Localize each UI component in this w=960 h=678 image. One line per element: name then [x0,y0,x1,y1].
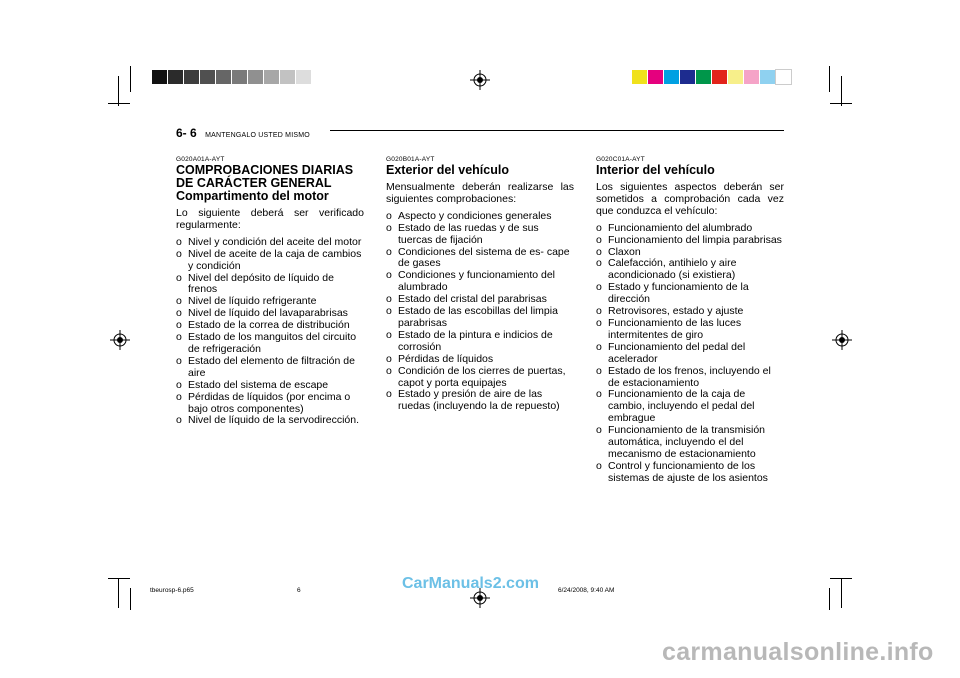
list-item: o Claxon [596,247,784,259]
section-heading-line: Exterior del vehículo [386,163,509,177]
list-item: o Condición de los cierres de puertas, capot y porta equipajes [386,366,574,390]
section-heading-line: COMPROBACIONES DIARIAS [176,163,354,177]
checklist [386,211,574,413]
list-item: o Funcionamiento del pedal del acelerador [596,342,784,366]
column-vehicle-exterior [386,156,574,413]
list-item: o Estado del sistema de escape [176,380,364,392]
list-item: o Funcionamiento de las luces intermitentes de giro [596,318,784,342]
list-item: o Estado de los frenos, incluyendo el de estacionamiento [596,366,784,390]
list-item: o Nivel de líquido de la servodirección. [176,415,364,427]
calibration-swatch [696,70,711,84]
list-item: o Estado de las escobillas del limpia parabrisas [386,306,574,330]
checklist [176,237,364,428]
registration-target-icon [470,70,490,90]
list-item: o Funcionamiento de la caja de cambio, incluyendo el pedal del embrague [596,389,784,425]
calibration-swatch [232,70,247,84]
list-item: o Nivel de aceite de la caja de cambios y condición [176,249,364,273]
checklist [596,223,784,485]
section-heading [596,164,784,177]
calibration-swatch [200,70,215,84]
calibration-swatch [184,70,199,84]
calibration-swatch [776,70,791,84]
list-item: o Calefacción, antihielo y aire acondicionado (si existiera) [596,258,784,282]
calibration-swatch [744,70,759,84]
calibration-swatch [152,70,167,84]
calibration-swatch [296,70,311,84]
section-heading [386,164,574,177]
list-item: o Aspecto y condiciones generales [386,211,574,223]
calibration-swatch [680,70,695,84]
list-item: o Funcionamiento del limpia parabrisas [596,235,784,247]
list-item: o Condiciones del sistema de es- cape de gases [386,247,574,271]
list-item: o Retrovisores, estado y ajuste [596,306,784,318]
section-heading [176,164,364,203]
calibration-swatch [712,70,727,84]
footer-date: 6/24/2008, 9:40 AM [558,587,615,594]
list-item: o Estado y presión de aire de las ruedas (incluyendo la de repuesto) [386,389,574,413]
calibration-swatch [648,70,663,84]
registration-target-icon [832,330,852,350]
calibration-swatch [248,70,263,84]
list-item: o Pérdidas de líquidos (por encima o bajo otros componentes) [176,392,364,416]
section-code: G020C01A-AYT [596,156,645,163]
list-item: o Estado de las ruedas y de sus tuercas de fijación [386,223,574,247]
section-heading-line: Compartimento del motor [176,189,329,203]
list-item: o Estado de la pintura e indicios de corrosión [386,330,574,354]
section-code: G020A01A-AYT [176,156,225,163]
list-item: o Nivel y condición del aceite del motor [176,237,364,249]
list-item: o Funcionamiento de la transmisión automática, incluyendo el del mecanismo de estacionamiento [596,425,784,461]
footer-file: tbeurosp-6.p65 [150,587,194,594]
list-item: o Funcionamiento del alumbrado [596,223,784,235]
list-item: o Nivel de líquido refrigerante [176,296,364,308]
section-title: MANTENGALO USTED MISMO [205,132,310,139]
calibration-swatch [664,70,679,84]
list-item: o Nivel de líquido del lavaparabrisas [176,308,364,320]
calibration-swatch [168,70,183,84]
page-header [176,124,310,142]
section-code: G020B01A-AYT [386,156,435,163]
list-item: o Estado de los manguitos del circuito de refrigeración [176,332,364,356]
column-engine-compartment [176,156,364,427]
calibration-swatch [264,70,279,84]
calibration-swatch [280,70,295,84]
list-item: o Nivel del depósito de líquido de frenos [176,273,364,297]
list-item: o Control y funcionamiento de los sistemas de ajuste de los asientos [596,461,784,485]
section-intro: Lo siguiente deberá ser verificado regularmente: [176,207,364,231]
section-heading-line: Interior del vehículo [596,163,715,177]
calibration-swatch [760,70,775,84]
list-item: o Estado del cristal del parabrisas [386,294,574,306]
calibration-swatch [728,70,743,84]
footer-page: 6 [297,587,301,594]
list-item: o Estado de la correa de distribución [176,320,364,332]
watermark-bottom-right: carmanualsonline.info [662,638,934,666]
section-heading-line: DE CARÁCTER GENERAL [176,176,332,190]
header-rule [330,130,784,131]
list-item: o Estado y funcionamiento de la dirección [596,282,784,306]
column-vehicle-interior [596,156,784,485]
list-item: o Pérdidas de líquidos [386,354,574,366]
calibration-swatch [632,70,647,84]
section-intro: Mensualmente deberán realizarse las siguientes comprobaciones: [386,181,574,205]
calibration-swatch [216,70,231,84]
list-item: o Condiciones y funcionamiento del alumbrado [386,270,574,294]
page-number: 6- 6 [176,126,197,140]
registration-target-icon [110,330,130,350]
watermark-center: CarManuals2.com [402,575,539,592]
list-item: o Estado del elemento de filtración de aire [176,356,364,380]
section-intro: Los siguientes aspectos deberán ser sometidos a comprobación cada vez que conduzca el vehículo: [596,181,784,217]
